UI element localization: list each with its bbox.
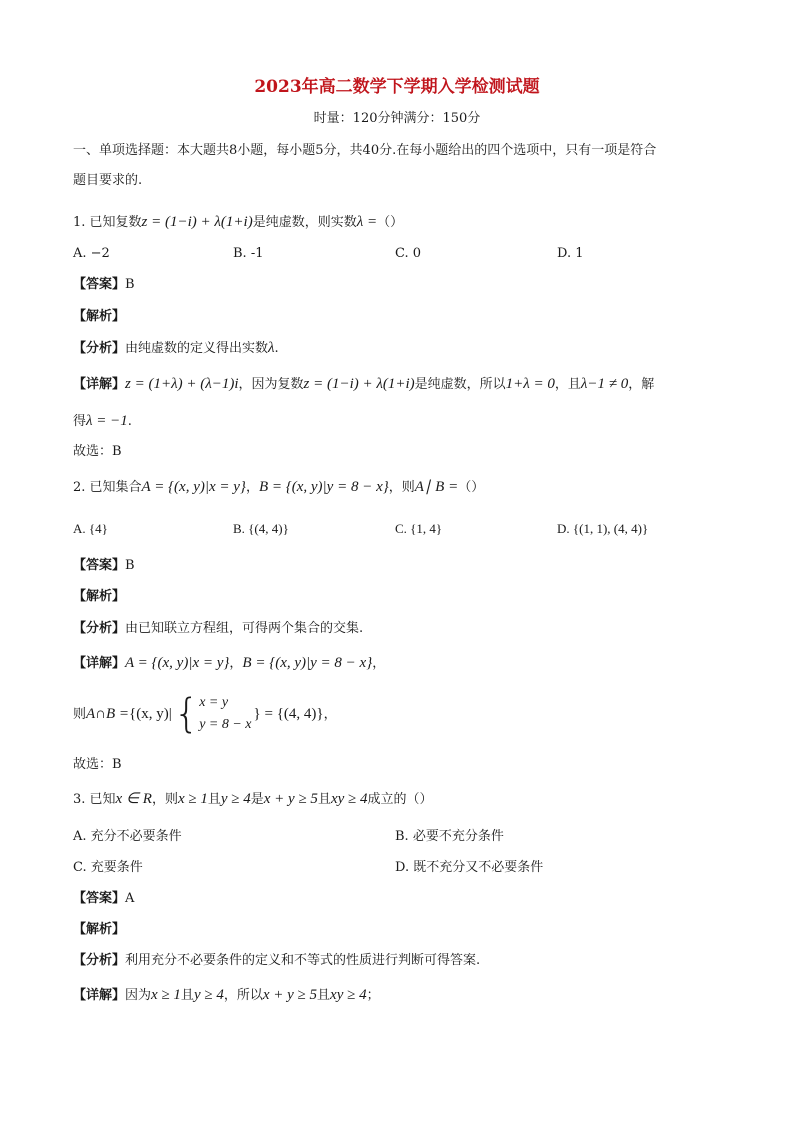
q1-detail-t2: 是纯虚数，所以 xyxy=(414,377,506,392)
q2-detail-m2: B = {(x, y)|y = 8 − x} xyxy=(242,655,373,671)
q2-option-d: D. {(1, 1), (4, 4)} xyxy=(557,521,649,536)
q1-fenxi-end: . xyxy=(274,341,279,356)
q1-detail-t4: ，解 xyxy=(628,377,655,392)
q3-m3: y ≥ 4 xyxy=(220,791,251,807)
section-heading-line1: 一、单项选择题：本大题共8小题，每小题5分，共40分.在每小题给出的四个选项中，只有一项是符合 xyxy=(73,143,657,158)
q1-option-b: B. -1 xyxy=(233,246,264,261)
q2-stem-prefix: 2. 已知集合 xyxy=(73,480,142,495)
q1-detail-m1: z = (1+λ) + (λ−1)i xyxy=(125,376,239,392)
q2-choose: 故选：B xyxy=(73,757,122,772)
analysis-tag: 【解析】 xyxy=(73,922,126,937)
section-heading-line2: 题目要求的. xyxy=(73,173,143,188)
q1-stem-suffix: （） xyxy=(377,215,404,230)
q1-option-d: D. 1 xyxy=(557,246,584,261)
q1-stem-mid: 是纯虚数，则实数 xyxy=(252,215,357,230)
q1-lambda: λ = xyxy=(356,214,378,230)
q1-detail-l2-math: λ = −1 xyxy=(86,413,128,429)
q1-detail-m2: z = (1−i) + λ(1+i) xyxy=(303,376,415,392)
q1-formula: z = (1−i) + λ(1+i) xyxy=(141,214,253,230)
q1-option-a: A. −2 xyxy=(73,246,110,261)
q2-option-c: C. {1, 4} xyxy=(395,521,443,536)
q2-intersection: A∣ B = xyxy=(414,479,459,495)
detail-tag: 【详解】 xyxy=(73,988,126,1003)
q3-m4: x + y ≥ 5 xyxy=(263,791,318,807)
q3-detail-m1: x ≥ 1 xyxy=(151,987,181,1003)
q1-option-c: C. 0 xyxy=(395,246,422,261)
q3-detail-m4: xy ≥ 4 xyxy=(330,987,367,1003)
q3-answer xyxy=(73,890,723,908)
q2-stem-suffix: （） xyxy=(458,480,485,495)
q3-detail-t2: 且 xyxy=(180,988,194,1003)
q3-m5: xy ≥ 4 xyxy=(330,791,368,807)
q2-then-end: ， xyxy=(323,707,337,722)
q1-detail-t1: ，因为复数 xyxy=(238,377,304,392)
q3-option-c: C. 充要条件 xyxy=(73,860,143,875)
q2-option-b: B. {(4, 4)} xyxy=(233,521,289,536)
q2-detail-sep: ， xyxy=(229,656,243,671)
q2-detail xyxy=(73,654,723,673)
left-brace: { xyxy=(173,691,200,738)
fenxi-tag: 【分析】 xyxy=(73,341,126,356)
answer-tag: 【答案】 xyxy=(73,558,126,573)
q2-analysis-heading xyxy=(73,588,723,606)
system-row-2: y = 8 − x xyxy=(199,717,252,733)
q3-t2: 且 xyxy=(207,792,221,807)
exam-meta: 时量：120分钟满分：150分 xyxy=(313,111,481,126)
q2-detail-end: ， xyxy=(372,656,386,671)
answer-tag: 【答案】 xyxy=(73,891,126,906)
q1-answer xyxy=(73,276,723,294)
fenxi-tag: 【分析】 xyxy=(73,621,126,636)
q2-option-a: A. {4} xyxy=(73,521,108,536)
q3-detail-t3: ，所以 xyxy=(223,988,263,1003)
q1-fenxi-text: 由纯虚数的定义得出实数 xyxy=(125,341,269,356)
q1-fenxi xyxy=(73,339,723,358)
q2-stem-mid: ，则 xyxy=(388,480,415,495)
q2-system-line xyxy=(73,692,723,737)
q3-fenxi xyxy=(73,952,723,970)
q2-then: 则 xyxy=(73,707,87,722)
q3-m1: x ∈ R xyxy=(115,791,152,807)
q3-fenxi-text: 利用充分不必要条件的定义和不等式的性质进行判断可得答案. xyxy=(125,953,481,968)
q3-t1: ，则 xyxy=(151,792,178,807)
page-title: 2023年高二数学下学期入学检测试题 xyxy=(254,77,540,97)
q1-stem-prefix: 1. 已知复数 xyxy=(73,215,142,230)
q3-detail-t1: 因为 xyxy=(125,988,152,1003)
q3-stem xyxy=(73,790,723,809)
q1-detail xyxy=(73,375,723,394)
system-rows xyxy=(199,692,251,736)
q2-fenxi-text: 由已知联立方程组，可得两个集合的交集. xyxy=(125,621,364,636)
q2-set-b: B = {(x, y)|y = 8 − x} xyxy=(258,479,389,495)
analysis-tag: 【解析】 xyxy=(73,309,126,324)
q2-set-open: {(x, y)| xyxy=(129,706,172,722)
q3-t4: 且 xyxy=(317,792,331,807)
q3-answer-value: A xyxy=(125,891,135,906)
q1-detail-l2-end: . xyxy=(127,414,132,429)
q2-answer xyxy=(73,557,723,575)
q1-detail-l2-prefix: 得 xyxy=(73,414,87,429)
fenxi-tag: 【分析】 xyxy=(73,953,126,968)
q1-choose: 故选：B xyxy=(73,444,122,459)
q3-detail-t4: 且 xyxy=(317,988,331,1003)
q3-option-a: A. 充分不必要条件 xyxy=(73,829,182,844)
q2-then-right: } = {(4, 4)} xyxy=(253,706,324,722)
q1-detail-m4: λ−1 ≠ 0 xyxy=(580,376,629,392)
analysis-tag: 【解析】 xyxy=(73,589,126,604)
q3-option-b: B. 必要不充分条件 xyxy=(395,829,504,844)
q1-detail-line2 xyxy=(73,412,723,431)
q2-fenxi xyxy=(73,620,723,638)
system-row-1: x = y xyxy=(199,695,229,711)
q2-answer-value: B xyxy=(125,558,135,573)
q3-option-d: D. 既不充分又不必要条件 xyxy=(395,860,544,875)
q1-stem xyxy=(73,213,723,232)
q2-then-left: A∩B = xyxy=(86,706,130,722)
q3-t3: 是 xyxy=(250,792,264,807)
q3-stem-prefix: 3. 已知 xyxy=(73,792,116,807)
detail-tag: 【详解】 xyxy=(73,377,126,392)
q3-detail-m3: x + y ≥ 5 xyxy=(262,987,318,1003)
q2-detail-m1: A = {(x, y)|x = y} xyxy=(125,655,230,671)
q1-detail-m3: 1+λ = 0 xyxy=(505,376,555,392)
q3-detail-t5: ； xyxy=(366,988,380,1003)
q3-analysis-heading xyxy=(73,921,723,939)
q1-detail-t3: ，且 xyxy=(554,377,581,392)
q3-m2: x ≥ 1 xyxy=(177,791,208,807)
detail-tag: 【详解】 xyxy=(73,656,126,671)
q3-detail-m2: y ≥ 4 xyxy=(193,987,224,1003)
q2-set-a: A = {(x, y)|x = y} xyxy=(141,479,246,495)
q2-stem xyxy=(73,478,723,497)
q3-t5: 成立的（） xyxy=(367,792,433,807)
q2-stem-sep: ， xyxy=(245,480,259,495)
q3-detail xyxy=(73,986,723,1005)
q1-fenxi-lambda: λ xyxy=(268,340,275,356)
answer-tag: 【答案】 xyxy=(73,277,126,292)
q1-answer-value: B xyxy=(125,277,135,292)
equation-system xyxy=(174,692,252,737)
q1-analysis-heading xyxy=(73,308,723,326)
